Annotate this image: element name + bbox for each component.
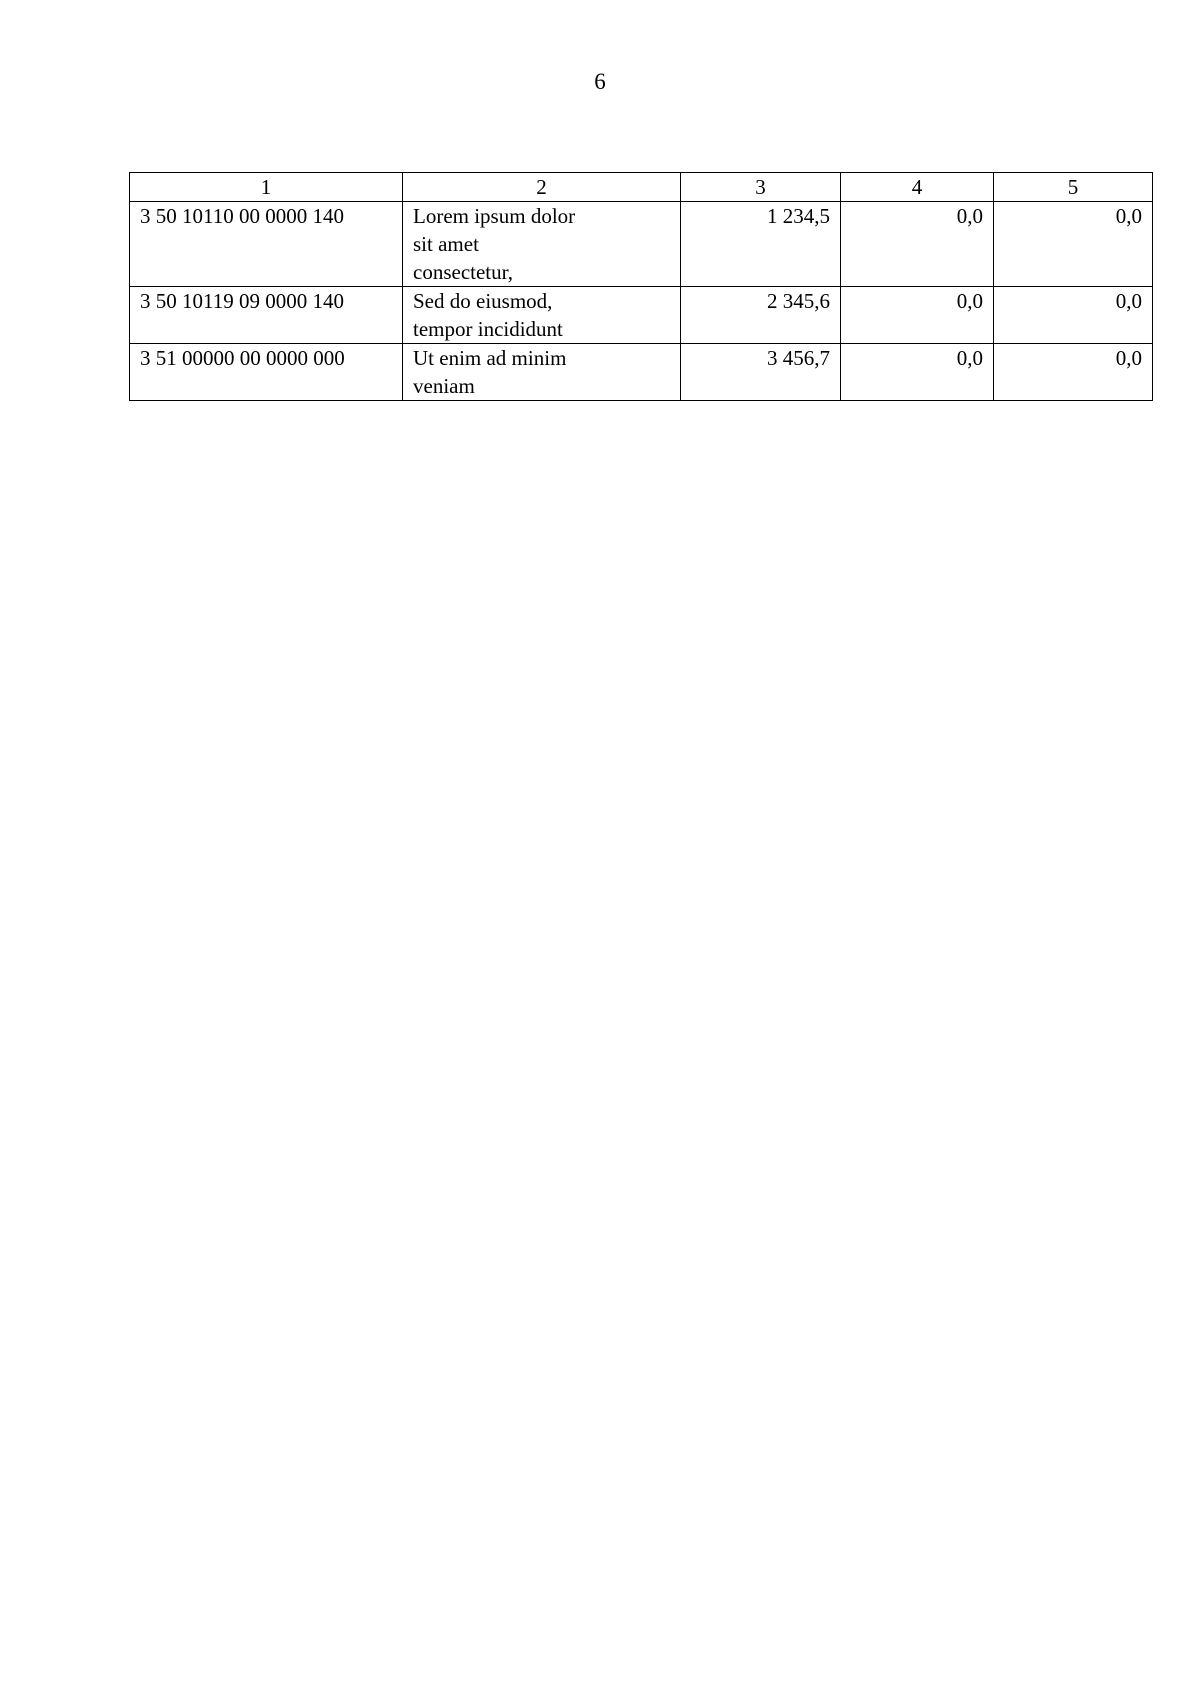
item-name-cell bbox=[403, 287, 681, 344]
amount-cell-col5: 0,0 bbox=[994, 202, 1153, 287]
column-header-2: 2 bbox=[403, 173, 681, 202]
column-header-3: 3 bbox=[681, 173, 841, 202]
table-row bbox=[130, 202, 1153, 287]
budget-table bbox=[129, 172, 1153, 401]
amount-cell-col5: 0,0 bbox=[994, 287, 1153, 344]
item-name-line: veniam bbox=[413, 374, 475, 398]
amount-cell-col5: 0,0 bbox=[994, 344, 1153, 401]
amount-cell-col4: 0,0 bbox=[841, 344, 994, 401]
table-header-row bbox=[130, 173, 1153, 202]
item-name-line: Lorem ipsum dolor bbox=[413, 204, 576, 228]
table-row bbox=[130, 287, 1153, 344]
amount-cell-col4: 0,0 bbox=[841, 202, 994, 287]
item-name-line: Ut enim ad minim bbox=[413, 346, 567, 370]
item-name-line: Sed do eiusmod, bbox=[413, 289, 553, 313]
item-name-line: sit amet bbox=[413, 232, 479, 256]
page-number: 6 bbox=[594, 69, 606, 94]
budget-code-cell: 3 50 10110 00 0000 140 bbox=[130, 202, 403, 287]
budget-code-cell: 3 51 00000 00 0000 000 bbox=[130, 344, 403, 401]
amount-cell-col3: 3 456,7 bbox=[681, 344, 841, 401]
amount-cell-col3: 1 234,5 bbox=[681, 202, 841, 287]
amount-cell-col3: 2 345,6 bbox=[681, 287, 841, 344]
column-header-1: 1 bbox=[130, 173, 403, 202]
amount-cell-col4: 0,0 bbox=[841, 287, 994, 344]
column-header-4: 4 bbox=[841, 173, 994, 202]
budget-code-cell: 3 50 10119 09 0000 140 bbox=[130, 287, 403, 344]
item-name-cell bbox=[403, 344, 681, 401]
item-name-line: tempor incididunt bbox=[413, 317, 563, 341]
item-name-cell bbox=[403, 202, 681, 287]
column-header-5: 5 bbox=[994, 173, 1153, 202]
table-row bbox=[130, 344, 1153, 401]
item-name-line: consectetur, bbox=[413, 260, 514, 284]
